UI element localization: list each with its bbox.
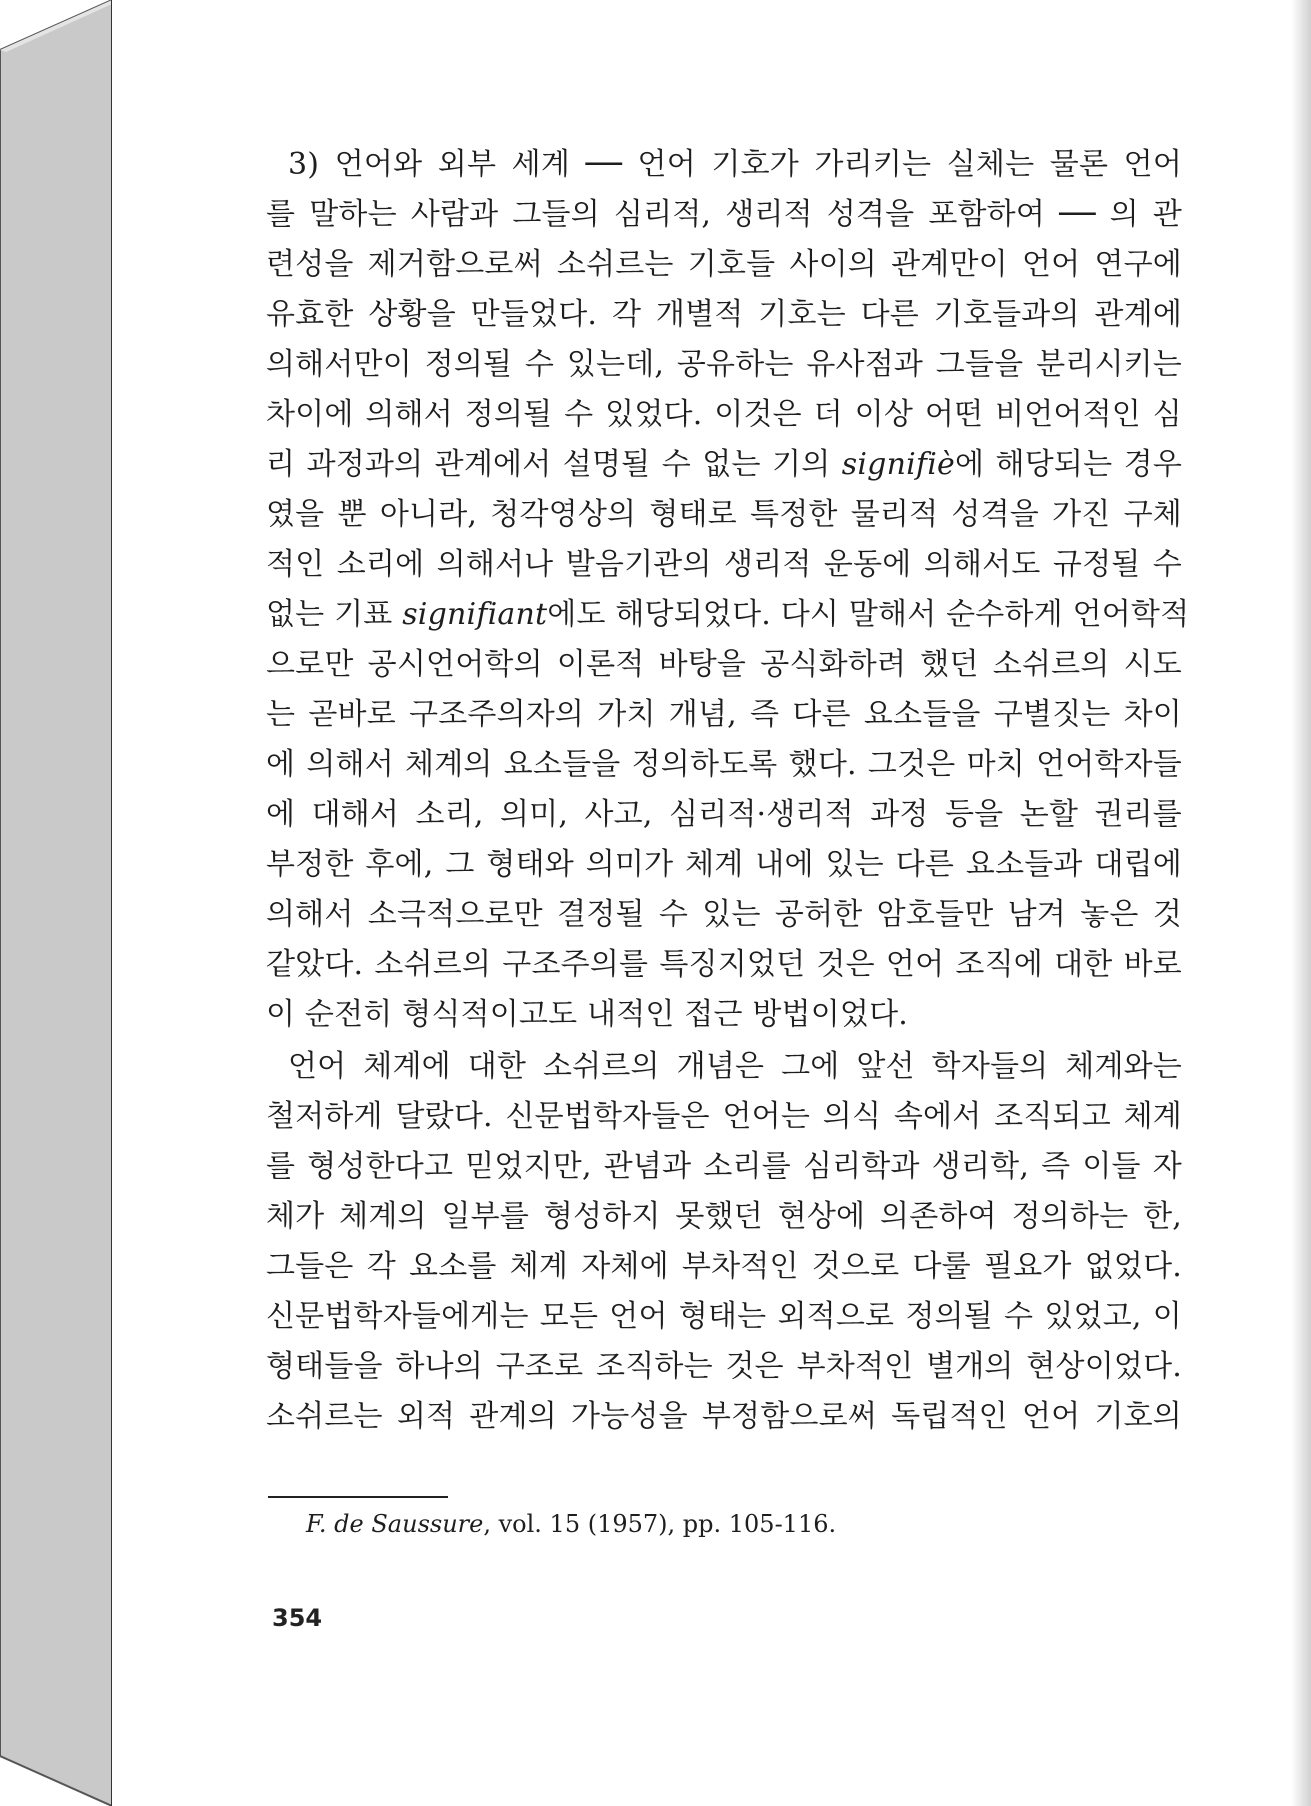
- text-line: [266, 590, 1190, 640]
- text-line-content: 형태들을 하나의 구조로 조직하는 것은 부차적인 별개의 현상이었다.: [266, 1349, 1182, 1384]
- text-line: [266, 1142, 1182, 1192]
- text-line-content: 철저하게 달랐다. 신문법학자들은 언어는 의식 속에서 조직되고 체계: [266, 1099, 1182, 1134]
- text-line-content: 이 순전히 형식적이고도 내적인 접근 방법이었다.: [266, 997, 909, 1032]
- text-line-content: 소쉬르는 외적 관계의 가능성을 부정함으로써 독립적인 언어 기호의: [266, 1399, 1182, 1434]
- italic-term: signifiant: [402, 597, 548, 632]
- text-line-content: 에 대해서 소리, 의미, 사고, 심리적·생리적 과정 등을 논할 권리를: [266, 797, 1182, 832]
- text-line: [266, 140, 1182, 190]
- text-line: [266, 1192, 1182, 1242]
- text-line-content: 에 해당되는 경우: [954, 447, 1183, 482]
- page-edge-shadow: [1291, 0, 1311, 1806]
- text-line-content: 의해서 소극적으로만 결정될 수 있는 공허한 암호들만 남겨 놓은 것: [266, 897, 1182, 932]
- text-line-content: 련성을 제거함으로써 소쉬르는 기호들 사이의 관계만이 언어 연구에: [266, 247, 1182, 282]
- text-line-content: 으로만 공시언어학의 이론적 바탕을 공식화하려 했던 소쉬르의 시도: [266, 647, 1182, 682]
- text-line: [266, 790, 1182, 840]
- text-line-content: 유효한 상황을 만들었다. 각 개별적 기호는 다른 기호들과의 관계에: [266, 297, 1182, 332]
- book-spine: [0, 0, 112, 1806]
- text-line: [266, 640, 1182, 690]
- text-line-content: 차이에 의해서 정의될 수 있었다. 이것은 더 이상 어떤 비언어적인 심: [266, 397, 1182, 432]
- text-line-content: 언어 체계에 대한 소쉬르의 개념은 그에 앞선 학자들의 체계와는: [288, 1049, 1182, 1084]
- footnote: [306, 1510, 836, 1538]
- text-line: [266, 1342, 1182, 1392]
- text-line: [266, 990, 1182, 1040]
- text-line-content: 없는 기표: [266, 597, 403, 632]
- text-line: [266, 890, 1182, 940]
- text-line: [266, 840, 1182, 890]
- text-line-content: 에도 해당되었다. 다시 말해서 순수하게 언어학적: [547, 597, 1190, 632]
- italic-term: signifiè: [841, 447, 955, 482]
- text-line: [266, 690, 1182, 740]
- text-line-content: 부정한 후에, 그 형태와 의미가 체계 내에 있는 다른 요소들과 대립에: [266, 847, 1182, 882]
- text-line: [266, 740, 1182, 790]
- text-line: [266, 940, 1182, 990]
- text-line: [266, 440, 1182, 490]
- footnote-citation: , vol. 15 (1957), pp. 105-116.: [483, 1510, 837, 1538]
- footnote-author: F. de Saussure: [306, 1510, 484, 1538]
- text-line-content: 체가 체계의 일부를 형성하지 못했던 현상에 의존하여 정의하는 한,: [266, 1199, 1182, 1234]
- text-line: [266, 1042, 1182, 1092]
- text-line-content: 를 형성한다고 믿었지만, 관념과 소리를 심리학과 생리학, 즉 이들 자: [266, 1149, 1182, 1184]
- text-line: [266, 390, 1182, 440]
- text-line-content: 에 의해서 체계의 요소들을 정의하도록 했다. 그것은 마치 언어학자들: [266, 747, 1182, 782]
- text-line: [266, 1392, 1182, 1442]
- text-line: [266, 490, 1182, 540]
- text-line: [266, 240, 1182, 290]
- footnote-rule: [268, 1496, 448, 1498]
- text-line: [266, 290, 1182, 340]
- text-line-content: 신문법학자들에게는 모든 언어 형태는 외적으로 정의될 수 있었고, 이: [266, 1299, 1182, 1334]
- text-line-content: 는 곧바로 구조주의자의 가치 개념, 즉 다른 요소들을 구별짓는 차이: [266, 697, 1182, 732]
- text-line-content: 같았다. 소쉬르의 구조주의를 특징지었던 것은 언어 조직에 대한 바로: [266, 947, 1182, 982]
- text-line: [266, 540, 1182, 590]
- page-number: 354: [272, 1604, 323, 1632]
- text-line: [266, 1292, 1182, 1342]
- text-line: [266, 1242, 1182, 1292]
- text-line-content: 를 말하는 사람과 그들의 심리적, 생리적 성격을 포함하여 ── 의 관: [266, 197, 1182, 232]
- body-text: [266, 140, 1190, 1442]
- text-line-content: 리 과정과의 관계에서 설명될 수 없는 기의: [266, 447, 842, 482]
- text-line-content: 그들은 각 요소를 체계 자체에 부차적인 것으로 다룰 필요가 없었다.: [266, 1249, 1182, 1284]
- text-line-content: 적인 소리에 의해서나 발음기관의 생리적 운동에 의해서도 규정될 수: [266, 547, 1182, 582]
- text-line: [266, 340, 1182, 390]
- text-line: [266, 1092, 1182, 1142]
- text-line-content: 였을 뿐 아니라, 청각영상의 형태로 특정한 물리적 성격을 가진 구체: [266, 497, 1182, 532]
- text-line: [266, 190, 1182, 240]
- text-line-content: 3) 언어와 외부 세계 ── 언어 기호가 가리키는 실체는 물론 언어: [288, 147, 1182, 182]
- text-line-content: 의해서만이 정의될 수 있는데, 공유하는 유사점과 그들을 분리시키는: [266, 347, 1182, 382]
